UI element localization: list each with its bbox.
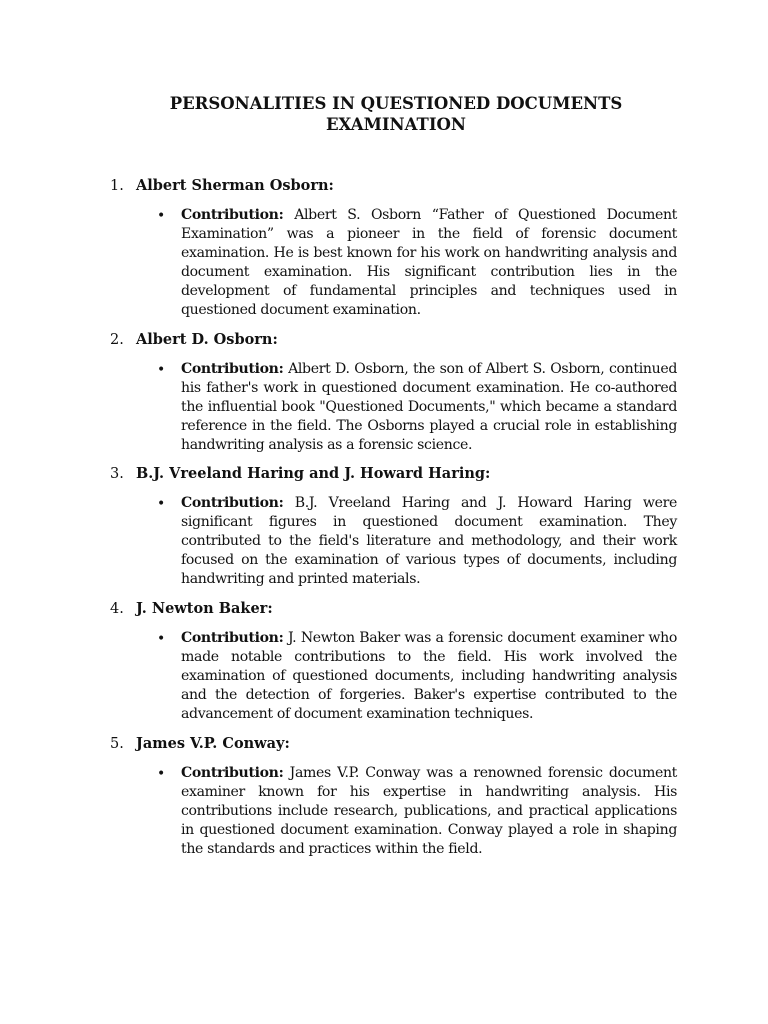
section-number: 5. [110, 736, 124, 752]
contribution-label: Contribution: [181, 361, 284, 377]
contribution-paragraph [181, 360, 677, 455]
section-haring [110, 464, 680, 588]
contribution-text: B.J. Vreeland Haring and J. Howard Haring were significant figures in questioned document examination. They contributed to the field's literature and methodology, and their work focused on the examination of various types of documents, including handwriting and printed materials. [181, 495, 677, 588]
section-number: 1. [110, 178, 124, 194]
section-heading [110, 176, 680, 196]
bullet-icon: • [157, 362, 166, 378]
section-name: James V.P. Conway: [136, 735, 290, 752]
section-james-vp-conway [110, 734, 680, 858]
contribution-paragraph [181, 629, 677, 724]
bullet-icon: • [157, 631, 166, 647]
section-number: 4. [110, 601, 124, 617]
section-name: Albert Sherman Osborn: [136, 177, 334, 194]
section-name: B.J. Vreeland Haring and J. Howard Haring: [136, 465, 491, 482]
contribution-paragraph [181, 764, 677, 859]
contribution-paragraph [181, 206, 677, 321]
bullet-icon: • [157, 496, 166, 512]
section-heading [110, 464, 680, 484]
contribution-label: Contribution: [181, 630, 284, 646]
section-number: 2. [110, 332, 124, 348]
section-j-newton-baker [110, 599, 680, 723]
section-albert-d-osborn [110, 330, 680, 454]
page-title-line-2: EXAMINATION [325, 115, 466, 134]
section-name: J. Newton Baker: [136, 600, 273, 617]
section-number: 3. [110, 466, 124, 482]
page-title [0, 93, 768, 135]
contribution-text: J. Newton Baker was a forensic document examiner who made notable contributions to the field. His work involved the examination of questioned documents, including handwriting analysis and the detection of forgeries. Baker's expertise contributed to the advancement of document examination techniques. [181, 630, 677, 723]
section-name: Albert D. Osborn: [136, 331, 278, 348]
page-title-line-1: PERSONALITIES IN QUESTIONED DOCUMENTS [169, 94, 623, 113]
section-heading [110, 330, 680, 350]
contribution-text: Albert D. Osborn, the son of Albert S. Osborn, continued his father's work in questioned document examination. He co-authored the influential book "Questioned Documents," which became a standard reference in the field. The Osborns played a crucial role in establishing handwriting analysis as a forensic science. [181, 361, 677, 454]
bullet-icon: • [157, 208, 166, 224]
contribution-label: Contribution: [181, 207, 284, 223]
section-heading [110, 599, 680, 619]
bullet-icon: • [157, 766, 166, 782]
contribution-label: Contribution: [181, 765, 284, 781]
section-heading [110, 734, 680, 754]
section-albert-sherman-osborn [110, 176, 680, 319]
contribution-paragraph [181, 494, 677, 589]
contribution-text: James V.P. Conway was a renowned forensic document examiner known for his expertise in handwriting analysis. His contributions include research, publications, and practical applications in questioned document examination. Conway played a role in shaping the standards and practices within the field. [181, 765, 677, 858]
contribution-label: Contribution: [181, 495, 284, 511]
contribution-text: Albert S. Osborn “Father of Questioned Document Examination” was a pioneer in the field of forensic document examination. He is best known for his work on handwriting analysis and document examination. His significant contribution lies in the development of fundamental principles and techniques used in questioned document examination. [181, 207, 677, 319]
